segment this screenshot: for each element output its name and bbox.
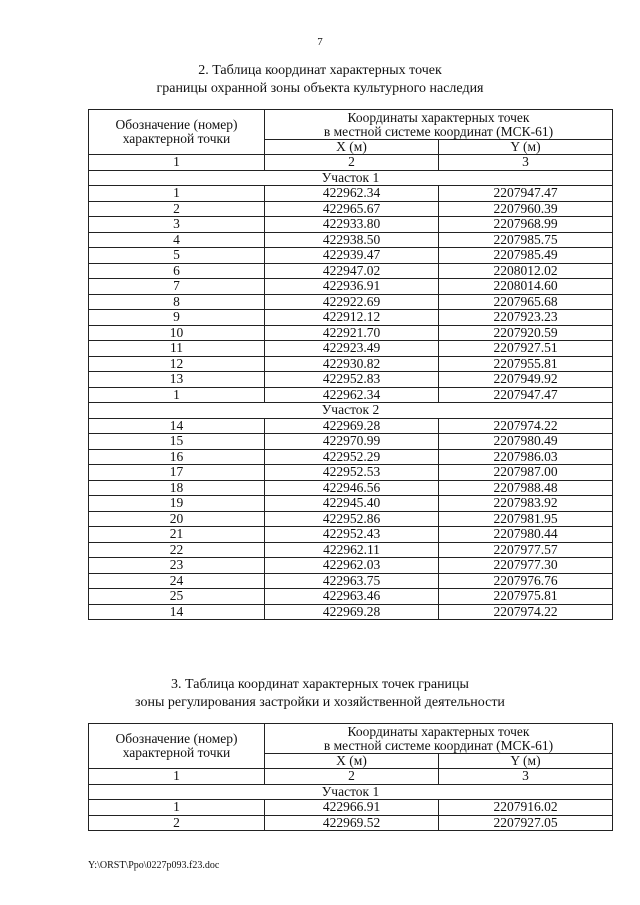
y-coordinate: 2207975.81	[439, 589, 613, 605]
y-coordinate: 2207987.00	[439, 465, 613, 481]
x-coordinate: 422966.91	[265, 800, 439, 816]
column-number: 2	[265, 155, 439, 171]
table-row	[89, 815, 613, 831]
table-row	[89, 511, 613, 527]
x-coordinate: 422936.91	[265, 279, 439, 295]
table-row	[89, 480, 613, 496]
x-coordinate: 422965.67	[265, 201, 439, 217]
point-number: 21	[89, 527, 265, 543]
column-number: 3	[439, 155, 613, 171]
table-row	[89, 310, 613, 326]
table-row	[89, 542, 613, 558]
y-coordinate: 2207949.92	[439, 372, 613, 388]
y-coordinate: 2207947.47	[439, 387, 613, 403]
table2-title-line2: границы охранной зоны объекта культурного наследия	[156, 81, 484, 96]
x-coordinate: 422945.40	[265, 496, 439, 512]
point-number: 1	[89, 800, 265, 816]
table2-header	[89, 110, 613, 171]
column-number: 1	[89, 769, 265, 785]
table-row	[89, 186, 613, 202]
x-coordinate: 422933.80	[265, 217, 439, 233]
coords-column-header	[265, 724, 613, 754]
y-coordinate: 2208014.60	[439, 279, 613, 295]
point-number: 12	[89, 356, 265, 372]
column-number: 3	[439, 769, 613, 785]
table-row	[89, 589, 613, 605]
y-coordinate: 2207955.81	[439, 356, 613, 372]
column-number: 2	[265, 769, 439, 785]
table-row	[89, 248, 613, 264]
y-coordinate: 2207974.22	[439, 418, 613, 434]
point-number: 2	[89, 201, 265, 217]
column-number: 1	[89, 155, 265, 171]
section-header-row	[89, 170, 613, 186]
point-number: 5	[89, 248, 265, 264]
table-row	[89, 201, 613, 217]
y-coordinate: 2207927.51	[439, 341, 613, 357]
table-row	[89, 449, 613, 465]
y-coordinate: 2207947.47	[439, 186, 613, 202]
point-number: 6	[89, 263, 265, 279]
point-number: 7	[89, 279, 265, 295]
point-number: 14	[89, 418, 265, 434]
x-coordinate: 422922.69	[265, 294, 439, 310]
table-row	[89, 356, 613, 372]
coords-column-header-line1: Координаты характерных точек	[347, 109, 530, 125]
table-row	[89, 465, 613, 481]
table3-title-line1: 3. Таблица координат характерных точек границы	[171, 677, 469, 692]
table3-coordinates	[88, 723, 613, 831]
point-number: 13	[89, 372, 265, 388]
y-coordinate: 2207974.22	[439, 604, 613, 620]
x-coordinate: 422962.34	[265, 387, 439, 403]
x-column-header: X (м)	[265, 754, 439, 769]
y-coordinate: 2207988.48	[439, 480, 613, 496]
table-row	[89, 573, 613, 589]
point-column-header-line1: Обозначение (номер)	[115, 731, 238, 746]
point-number: 9	[89, 310, 265, 326]
x-coordinate: 422952.43	[265, 527, 439, 543]
table-row	[89, 263, 613, 279]
table-row	[89, 217, 613, 233]
table-row	[89, 372, 613, 388]
table3-header	[89, 724, 613, 785]
footer-file-path: Y:\ORST\Ppo\0227p093.f23.doc	[88, 860, 220, 871]
y-coordinate: 2207980.49	[439, 434, 613, 450]
point-column-header	[89, 724, 265, 769]
x-coordinate: 422970.99	[265, 434, 439, 450]
section-header-row	[89, 403, 613, 419]
point-number: 16	[89, 449, 265, 465]
table3-body	[89, 784, 613, 831]
point-number: 1	[89, 186, 265, 202]
x-coordinate: 422962.03	[265, 558, 439, 574]
point-column-header-line2: характерной точки	[122, 131, 231, 146]
point-number: 19	[89, 496, 265, 512]
x-coordinate: 422952.29	[265, 449, 439, 465]
table3-title-line2: зоны регулирования застройки и хозяйственной деятельности	[135, 695, 505, 710]
table2-title	[0, 62, 640, 98]
point-number: 23	[89, 558, 265, 574]
y-coordinate: 2207985.75	[439, 232, 613, 248]
table2-title-line1: 2. Таблица координат характерных точек	[198, 63, 442, 78]
y-coordinate: 2207977.30	[439, 558, 613, 574]
point-number: 20	[89, 511, 265, 527]
table-row	[89, 800, 613, 816]
table-row	[89, 604, 613, 620]
x-coordinate: 422969.28	[265, 604, 439, 620]
point-number: 1	[89, 387, 265, 403]
point-number: 3	[89, 217, 265, 233]
table-row	[89, 387, 613, 403]
y-coordinate: 2207920.59	[439, 325, 613, 341]
table3-title	[0, 676, 640, 712]
x-coordinate: 422952.53	[265, 465, 439, 481]
table-row	[89, 418, 613, 434]
y-coordinate: 2207985.49	[439, 248, 613, 264]
table2-coordinates	[88, 109, 613, 620]
x-coordinate: 422947.02	[265, 263, 439, 279]
y-coordinate: 2207980.44	[439, 527, 613, 543]
point-number: 8	[89, 294, 265, 310]
point-number: 14	[89, 604, 265, 620]
x-coordinate: 422952.83	[265, 372, 439, 388]
y-coordinate: 2207968.99	[439, 217, 613, 233]
coords-column-header-line2: в местной системе координат (МСК-61)	[323, 737, 554, 753]
x-coordinate: 422952.86	[265, 511, 439, 527]
y-column-header: Y (м)	[439, 140, 613, 155]
point-number: 25	[89, 589, 265, 605]
section-header-row	[89, 784, 613, 800]
y-coordinate: 2207916.02	[439, 800, 613, 816]
table-row	[89, 341, 613, 357]
x-coordinate: 422969.52	[265, 815, 439, 831]
point-column-header	[89, 110, 265, 155]
point-number: 22	[89, 542, 265, 558]
y-coordinate: 2207976.76	[439, 573, 613, 589]
y-column-header: Y (м)	[439, 754, 613, 769]
x-coordinate: 422963.75	[265, 573, 439, 589]
table-row	[89, 232, 613, 248]
x-coordinate: 422930.82	[265, 356, 439, 372]
x-coordinate: 422969.28	[265, 418, 439, 434]
page-number: 7	[317, 36, 323, 48]
section-label: Участок 2	[89, 403, 613, 419]
point-number: 24	[89, 573, 265, 589]
x-coordinate: 422962.11	[265, 542, 439, 558]
y-coordinate: 2207986.03	[439, 449, 613, 465]
y-coordinate: 2208012.02	[439, 263, 613, 279]
x-column-header: X (м)	[265, 140, 439, 155]
coords-column-header-line1: Координаты характерных точек	[347, 723, 530, 739]
section-label: Участок 1	[89, 170, 613, 186]
point-number: 17	[89, 465, 265, 481]
point-column-header-line1: Обозначение (номер)	[115, 117, 238, 132]
point-number: 11	[89, 341, 265, 357]
point-number: 2	[89, 815, 265, 831]
y-coordinate: 2207927.05	[439, 815, 613, 831]
table-row	[89, 496, 613, 512]
coords-column-header-line2: в местной системе координат (МСК-61)	[323, 123, 554, 139]
table-row	[89, 527, 613, 543]
x-coordinate: 422946.56	[265, 480, 439, 496]
y-coordinate: 2207965.68	[439, 294, 613, 310]
point-number: 15	[89, 434, 265, 450]
table-row	[89, 558, 613, 574]
x-coordinate: 422938.50	[265, 232, 439, 248]
x-coordinate: 422939.47	[265, 248, 439, 264]
point-number: 18	[89, 480, 265, 496]
table2-body	[89, 170, 613, 620]
x-coordinate: 422921.70	[265, 325, 439, 341]
table-row	[89, 325, 613, 341]
y-coordinate: 2207960.39	[439, 201, 613, 217]
coords-column-header	[265, 110, 613, 140]
y-coordinate: 2207983.92	[439, 496, 613, 512]
point-column-header-line2: характерной точки	[122, 745, 231, 760]
table-row	[89, 279, 613, 295]
x-coordinate: 422912.12	[265, 310, 439, 326]
x-coordinate: 422923.49	[265, 341, 439, 357]
table-row	[89, 294, 613, 310]
section-label: Участок 1	[89, 784, 613, 800]
x-coordinate: 422962.34	[265, 186, 439, 202]
x-coordinate: 422963.46	[265, 589, 439, 605]
point-number: 10	[89, 325, 265, 341]
table-row	[89, 434, 613, 450]
y-coordinate: 2207977.57	[439, 542, 613, 558]
y-coordinate: 2207923.23	[439, 310, 613, 326]
point-number: 4	[89, 232, 265, 248]
y-coordinate: 2207981.95	[439, 511, 613, 527]
